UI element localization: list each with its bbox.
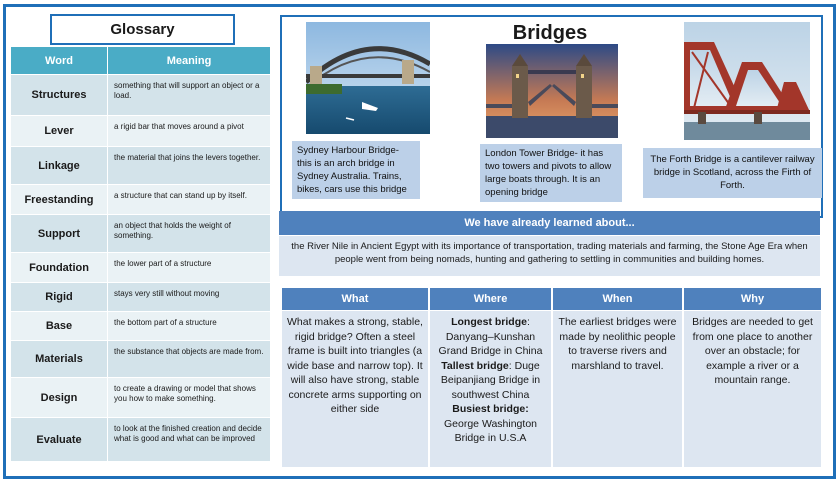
glossary-meaning: an object that holds the weight of something. [108,215,271,253]
what-body [282,311,428,467]
why-body [684,311,821,467]
glossary-word: Freestanding [11,185,108,215]
glossary-header-meaning: Meaning [108,47,271,75]
glossary-meaning: something that will support an object or a load. [108,75,271,116]
busiest-label: Busiest bridge: [452,403,529,415]
glossary-row [11,283,271,312]
glossary-meaning: a rigid bar that moves around a pivot [108,116,271,147]
when-body [553,311,682,467]
when-text: The earliest bridges were made by neolithic people to traverse rivers and marshland to travel. [558,316,677,372]
longest-value: Danyang–Kunshan Grand Bridge in China [438,330,543,357]
why-text: Bridges are needed to get from one place to another over an obstacle; for example a river or a mountain range. [692,316,813,386]
glossary-word: Support [11,215,108,253]
glossary-row [11,312,271,341]
tallest-label: Tallest bridge [441,359,509,372]
glossary-meaning: a structure that can stand up by itself. [108,185,271,215]
why-header: Why [684,288,821,310]
glossary-meaning: to look at the finished creation and decide what is good and what can be improved [108,418,271,462]
learned-body: the River Nile in Ancient Egypt with its importance of transportation, trading materials and farming, the Stone Age Era when people went from being nomads, hunting and gathering to settling in communities and building homes. [279,236,820,276]
glossary-word: Materials [11,341,108,378]
glossary-title: Glossary [50,14,235,45]
london-caption: London Tower Bridge- it has two towers and pivots to allow large boats through. It is an opening bridge [480,144,622,202]
glossary-row [11,378,271,418]
glossary-meaning: the bottom part of a structure [108,312,271,341]
glossary-row [11,75,271,116]
glossary-meaning: stays very still without moving [108,283,271,312]
glossary-meaning: the material that joins the levers together. [108,147,271,185]
glossary-word: Structures [11,75,108,116]
glossary-meaning: the lower part of a structure [108,253,271,283]
glossary-word: Rigid [11,283,108,312]
glossary-table [11,47,271,462]
glossary-row [11,418,271,462]
forth-bridge-photo [684,22,810,140]
where-body: Longest bridge: Danyang–Kunshan Grand Bridge in China Tallest bridge: Duge Beipanjiang Bridge in southwest China Busiest bridge: George Washington Bridge in U.S.A [430,311,551,467]
forth-caption: The Forth Bridge is a cantilever railway bridge in Scotland, across the Firth of Forth. [643,148,822,198]
glossary-meaning: to create a drawing or model that shows you how to make something. [108,378,271,418]
glossary-word: Base [11,312,108,341]
busiest-value: George Washington Bridge in U.S.A [444,417,537,444]
glossary-row [11,215,271,253]
where-header: Where [430,288,551,310]
glossary-word: Foundation [11,253,108,283]
what-text: What makes a strong, stable, rigid bridge? Often a steel frame is built into triangles (a wide base and narrow top). It will also have strong, stable concrete arms supporting on either side [287,316,423,415]
tallest-value: Duge Beipanjiang Bridge in southwest China [440,359,541,401]
glossary-word: Design [11,378,108,418]
glossary-word: Lever [11,116,108,147]
glossary-word: Linkage [11,147,108,185]
glossary-word: Evaluate [11,418,108,462]
glossary-row [11,185,271,215]
glossary-row [11,116,271,147]
longest-label: Longest bridge [451,316,527,328]
sydney-harbour-bridge-photo [306,22,430,134]
glossary-meaning: the substance that objects are made from. [108,341,271,378]
glossary-row [11,147,271,185]
glossary-row [11,341,271,378]
learned-header: We have already learned about... [279,211,820,235]
sydney-caption: Sydney Harbour Bridge- this is an arch bridge in Sydney Australia. Trains, bikes, cars use this bridge [292,141,420,199]
what-header: What [282,288,428,310]
when-header: When [553,288,682,310]
glossary-header-word: Word [11,47,108,75]
bridges-title: Bridges [512,22,588,44]
glossary-row [11,253,271,283]
tower-bridge-photo [486,44,618,138]
